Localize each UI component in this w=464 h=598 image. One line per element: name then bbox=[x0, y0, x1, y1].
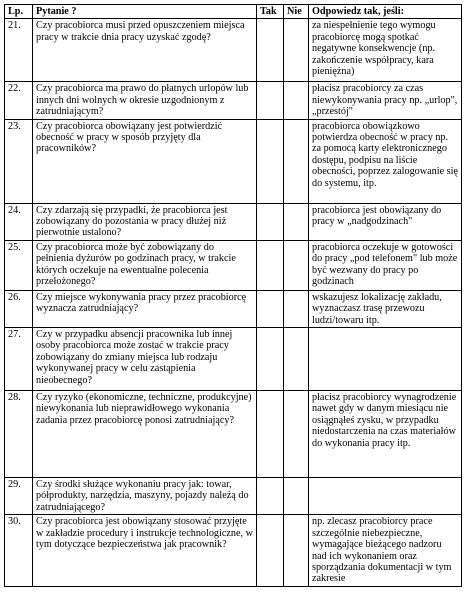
answer-text: wskazujesz lokalizację zakładu, wyznaczasz trasę przewozu ludzi/towaru itp. bbox=[309, 290, 462, 327]
no-cell[interactable] bbox=[284, 19, 309, 82]
answer-text: pracobiorca obowiązkowo potwierdza obecność w pracy np. za pomocą karty elektronicznego dostępu, podpisu na liście obecności, poprzez zalogowanie się do systemu, itp. bbox=[309, 119, 462, 203]
row-number: 25. bbox=[5, 240, 33, 290]
answer-text: np. zlecasz pracobiorcy prace szczególnie niebezpieczne, wymagające bieżącego nadzoru nad ich wykonaniem oraz sporządzania dokumentacji w tym zakresie bbox=[309, 515, 462, 587]
question-text: Czy pracobiorca może być zobowiązany do pełnienia dyżurów po godzinach pracy, w trakcie których oczekuje na ewentualne polecenia przełożonego? bbox=[33, 240, 257, 290]
yes-cell[interactable] bbox=[257, 391, 284, 478]
row-number: 29. bbox=[5, 478, 33, 515]
answer-text: płacisz pracobiorcy wynagrodzenie nawet gdy w danym miesiącu nie osiągnąłeś zysku, w przypadku niedostarczenia na czas materiałów do wykonania pracy itp. bbox=[309, 391, 462, 478]
row-number: 23. bbox=[5, 119, 33, 203]
no-cell[interactable] bbox=[284, 240, 309, 290]
answer-text: za niespełnienie tego wymogu pracobiorcę mogą spotkać negatywne konsekwencje (np. zakończenie współpracy, kara pieniężna) bbox=[309, 19, 462, 82]
header-question: Pytanie ? bbox=[33, 5, 257, 19]
header-answer: Odpowiedz tak, jeśli: bbox=[309, 5, 462, 19]
row-number: 21. bbox=[5, 19, 33, 82]
no-cell[interactable] bbox=[284, 328, 309, 391]
table-row bbox=[5, 203, 462, 240]
table-row bbox=[5, 290, 462, 327]
answer-text: pracobiorca oczekuje w gotowości do pracy „pod telefonem" lub może być wezwany do pracy po godzinach bbox=[309, 240, 462, 290]
header-no: Nie bbox=[284, 5, 309, 19]
table-row bbox=[5, 82, 462, 119]
no-cell[interactable] bbox=[284, 119, 309, 203]
table-row bbox=[5, 240, 462, 290]
table-row bbox=[5, 328, 462, 391]
answer-text: płacisz pracobiorcy za czas niewykonywania pracy np. „urlop", „przestój" bbox=[309, 82, 462, 119]
question-text: Czy pracobiorca obowiązany jest potwierdzić obecność w pracy w sposób przyjęty dla pracowników? bbox=[33, 119, 257, 203]
question-text: Czy pracobiorca musi przed opuszczeniem miejsca pracy w trakcie dnia pracy uzyskać zgodę? bbox=[33, 19, 257, 82]
row-number: 27. bbox=[5, 328, 33, 391]
no-cell[interactable] bbox=[284, 290, 309, 327]
yes-cell[interactable] bbox=[257, 328, 284, 391]
header-yes: Tak bbox=[257, 5, 284, 19]
row-number: 30. bbox=[5, 515, 33, 587]
yes-cell[interactable] bbox=[257, 515, 284, 587]
no-cell[interactable] bbox=[284, 478, 309, 515]
row-number: 28. bbox=[5, 391, 33, 478]
table-row bbox=[5, 478, 462, 515]
no-cell[interactable] bbox=[284, 515, 309, 587]
yes-cell[interactable] bbox=[257, 478, 284, 515]
yes-cell[interactable] bbox=[257, 82, 284, 119]
yes-cell[interactable] bbox=[257, 19, 284, 82]
answer-text bbox=[309, 478, 462, 515]
question-text: Czy miejsce wykonywania pracy przez pracobiorcę wyznacza zatrudniający? bbox=[33, 290, 257, 327]
question-text: Czy zdarzają się przypadki, że pracobiorca jest zobowiązany do pozostania w pracy dłużej niż pierwotnie ustalono? bbox=[33, 203, 257, 240]
row-number: 24. bbox=[5, 203, 33, 240]
row-number: 26. bbox=[5, 290, 33, 327]
table-row bbox=[5, 119, 462, 203]
question-text: Czy pracobiorca jest obowiązany stosować przyjęte w zakładzie procedury i instrukcje technologiczne, w tym dotyczące bezpieczeństwa jak pracownik? bbox=[33, 515, 257, 587]
header-row bbox=[5, 5, 462, 19]
question-text: Czy ryzyko (ekonomiczne, techniczne, produkcyjne) niewykonania lub nieprawidłowego wykonania zadania przez pracobiorcę ponosi zatrudniający? bbox=[33, 391, 257, 478]
table-row bbox=[5, 19, 462, 82]
question-text: Czy pracobiorca ma prawo do płatnych urlopów lub innych dni wolnych w okresie uzgodnionym z zatrudniającym? bbox=[33, 82, 257, 119]
no-cell[interactable] bbox=[284, 391, 309, 478]
question-text: Czy środki służące wykonaniu pracy jak: towar, półprodukty, narzędzia, maszyny, pojazdy należą do zatrudniającego? bbox=[33, 478, 257, 515]
answer-text bbox=[309, 328, 462, 391]
no-cell[interactable] bbox=[284, 82, 309, 119]
question-text: Czy w przypadku absencji pracownika lub innej osoby pracobiorca może zostać w trakcie pracy zobowiązany do zmiany miejsca lub rodzaju wykonywanej pracy w celu zastąpienia nieobecnego? bbox=[33, 328, 257, 391]
no-cell[interactable] bbox=[284, 203, 309, 240]
yes-cell[interactable] bbox=[257, 203, 284, 240]
table-row bbox=[5, 515, 462, 587]
questionnaire-table bbox=[4, 4, 462, 587]
yes-cell[interactable] bbox=[257, 119, 284, 203]
table-row bbox=[5, 391, 462, 478]
row-number: 22. bbox=[5, 82, 33, 119]
yes-cell[interactable] bbox=[257, 240, 284, 290]
answer-text: pracobiorca jest obowiązany do pracy w „nadgodzinach" bbox=[309, 203, 462, 240]
header-lp: Lp. bbox=[5, 5, 33, 19]
yes-cell[interactable] bbox=[257, 290, 284, 327]
